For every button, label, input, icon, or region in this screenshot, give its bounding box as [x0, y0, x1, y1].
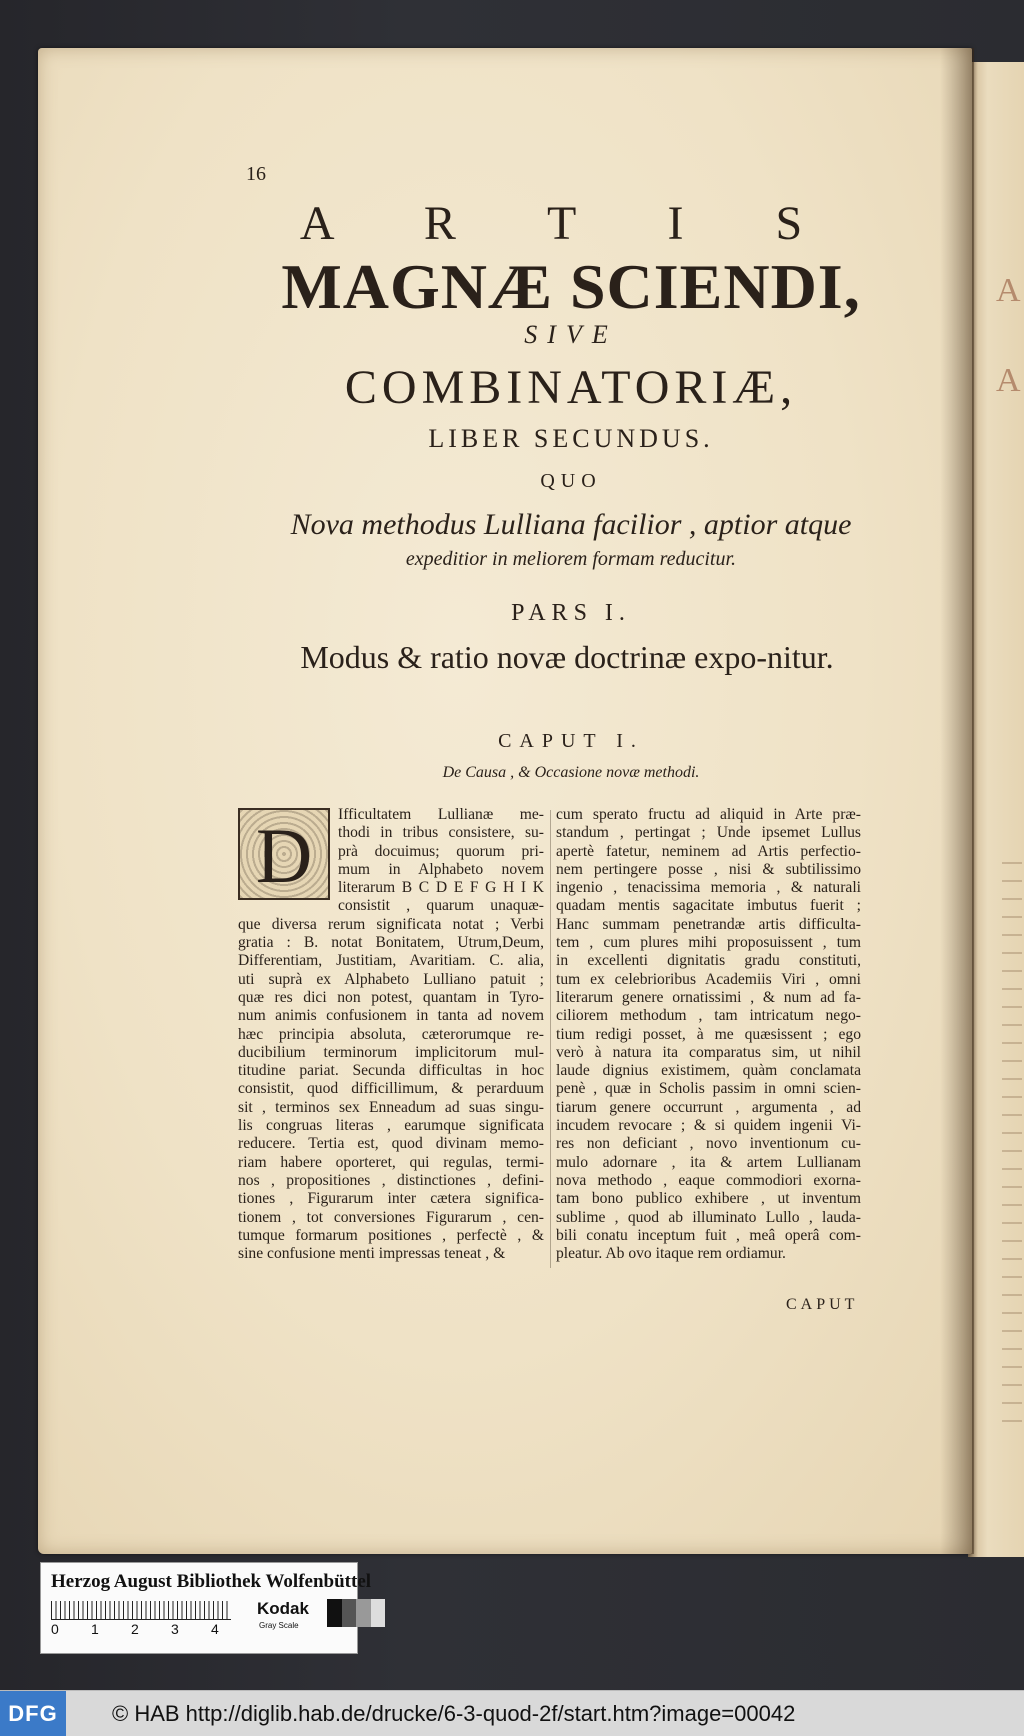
footer-bar	[0, 1690, 1024, 1736]
text-line: Differentiam, Justitiam, Avaritiam. C. alia,	[238, 952, 544, 970]
text-line: standum , pertingat ; Unde ipsemet Lullus	[556, 824, 861, 842]
caput-heading: CAPUT I.	[498, 730, 644, 752]
scale-number: 2	[131, 1621, 139, 1637]
library-label	[40, 1562, 372, 1654]
scale-number: 4	[211, 1621, 219, 1637]
text-line: nova methodo , eaque commodiori exorna-	[556, 1171, 861, 1189]
scale-bar	[51, 1601, 231, 1635]
text-line: tiarum genere occurrunt , argumenta , ad	[556, 1098, 861, 1116]
footer-copyright-link[interactable]: © HAB http://diglib.hab.de/drucke/6-3-quod-2f/start.htm?image=00042	[112, 1701, 796, 1726]
text-line: titudine pariat. Secunda difficultas in hoc	[238, 1062, 544, 1080]
gray-scale-text: Gray Scale	[259, 1621, 299, 1630]
title-artis: A R T I S	[299, 197, 843, 250]
column-divider	[550, 810, 551, 1268]
drop-cap-initial: D	[238, 808, 330, 900]
text-line: ingenio , tenacissima memoria , & naturali	[556, 879, 861, 897]
title-sive: SIVE	[524, 320, 618, 349]
text-column-right	[556, 806, 861, 1263]
text-line: tum ex celebrioribus Academiis Viri , omni	[556, 970, 861, 988]
text-line: nos , propositiones , distinctiones , defini-	[238, 1171, 544, 1189]
text-line: res non deficiant , novo inventionum cu-	[556, 1135, 861, 1153]
text-line: num animis confusionem in tanta ad novem	[238, 1007, 544, 1025]
text-line: pleatur. Ab ovo itaque rem ordiamur.	[556, 1245, 786, 1263]
text-line: mum in Alphabeto novem	[338, 860, 544, 878]
title-magnae-sciendi: MAGNÆ SCIENDI,	[281, 251, 861, 322]
title-nova-methodus: Nova methodus Lulliana facilior , aptior atque	[290, 508, 852, 541]
page-number: 16	[246, 163, 266, 185]
text-line: ducibilium terminorum implicitorum mul-	[238, 1043, 544, 1061]
text-line: prà docuimus; quorum pri-	[338, 842, 544, 860]
text-line: literarum genere ornatissimi , & num ad fa-	[556, 988, 861, 1006]
library-name: Herzog August Bibliothek Wolfenbüttel	[51, 1571, 372, 1592]
text-line: sublime , quod ab illuminato Lullo , lauda-	[556, 1208, 861, 1226]
title-liber-secundus: LIBER SECUNDUS.	[428, 424, 714, 453]
text-line: consistit , quarum unaquæ-	[338, 897, 544, 915]
text-line: nem pertingere posse , nisi & subtilissimo	[556, 860, 861, 878]
text-line: lis congruas literas , earumque significata	[238, 1117, 544, 1135]
text-line: verò à natura ita comparatus sim, ut nihil	[556, 1043, 861, 1061]
text-line: thodi in tribus consistere, su-	[338, 824, 544, 842]
catchword: CAPUT	[786, 1296, 859, 1313]
scale-number: 1	[91, 1621, 99, 1637]
text-line: quadam mentis sagacitate imbutus fuerit ;	[556, 897, 861, 915]
text-line: gratia : B. notat Bonitatem, Utrum,Deum,	[238, 934, 544, 952]
text-line: Ifficultatem Lullianæ me-	[338, 806, 544, 823]
text-line: riam habere oporteret, qui regulas, termi-	[238, 1153, 544, 1171]
text-line: tumque formarum positiones , perfectè , &	[238, 1226, 544, 1244]
text-line: tiones , Figurarum inter cætera significa-	[238, 1190, 544, 1208]
text-line: sine confusione menti impressas teneat , &	[238, 1245, 506, 1263]
text-line: tionem , tot conversiones Figurarum , cen-	[238, 1208, 544, 1226]
text-line: hæc principia absoluta, cæterorumque re-	[238, 1025, 544, 1043]
text-line: tium redigi posset, à me quæsissent ; ego	[556, 1025, 861, 1043]
modus-heading: Modus & ratio novæ doctrinæ expo-nitur.	[300, 639, 834, 675]
facing-page-edge: A A	[968, 62, 1024, 1557]
text-line: mulo adornare , ita & artem Lullianam	[556, 1153, 861, 1171]
text-line: sit , terminos sex Enneadum ad suas singu-	[238, 1098, 544, 1116]
text-line: que diversa rerum significata notat ; Verbi	[238, 915, 544, 933]
text-line: penè , quæ in Scholis passim in omni scien-	[556, 1080, 861, 1098]
text-line: consistit, quod difficillimum, & perarduum	[238, 1080, 544, 1098]
text-line: tam bono publico exhibere , ut inventum	[556, 1190, 861, 1208]
dfg-logo: DFG	[0, 1691, 66, 1736]
scale-number: 0	[51, 1621, 59, 1637]
text-line: ciliorem methodum , tam intricatum nego-	[556, 1007, 861, 1025]
text-line: uti suprà ex Alphabeto Lulliano patuit ;	[238, 970, 544, 988]
text-line: tem , cum plures mihi proposuissent , tum	[556, 934, 861, 952]
kodak-brand: Kodak	[257, 1599, 309, 1618]
title-combinatoriae: COMBINATORIÆ,	[344, 361, 798, 414]
scale-number: 3	[171, 1621, 179, 1637]
text-line: reducere. Tertia est, quod divinam memo-	[238, 1135, 544, 1153]
text-line: quæ res dici non potest, quantam in Tyro-	[238, 988, 544, 1006]
pars-heading: PARS I.	[511, 600, 631, 626]
title-quo: QUO	[540, 470, 602, 492]
text-line: cum sperato fructu ad aliquid in Arte præ-	[556, 806, 861, 823]
text-line: Hanc summam penetrandæ artis difficulta-	[556, 915, 861, 933]
text-line: literarum B C D E F G H I K	[338, 879, 544, 897]
gray-swatches	[327, 1599, 385, 1627]
text-line: apertè fatetur, neminem ad Artis perfectio-	[556, 842, 861, 860]
text-line: incudem revocare ; & si quidem ingenii Vi-	[556, 1117, 861, 1135]
text-column-left	[238, 806, 544, 1263]
text-line: bili conatu inceptum fuit , meâ operâ com-	[556, 1226, 861, 1244]
text-line: laude dignius existimem, quàm conclamata	[556, 1062, 861, 1080]
title-expeditior: expeditior in meliorem formam reducitur.	[405, 548, 737, 570]
caput-subtitle: De Causa , & Occasione novæ methodi.	[442, 764, 700, 781]
text-line: in excellenti dignitatis gradu constituti,	[556, 952, 861, 970]
